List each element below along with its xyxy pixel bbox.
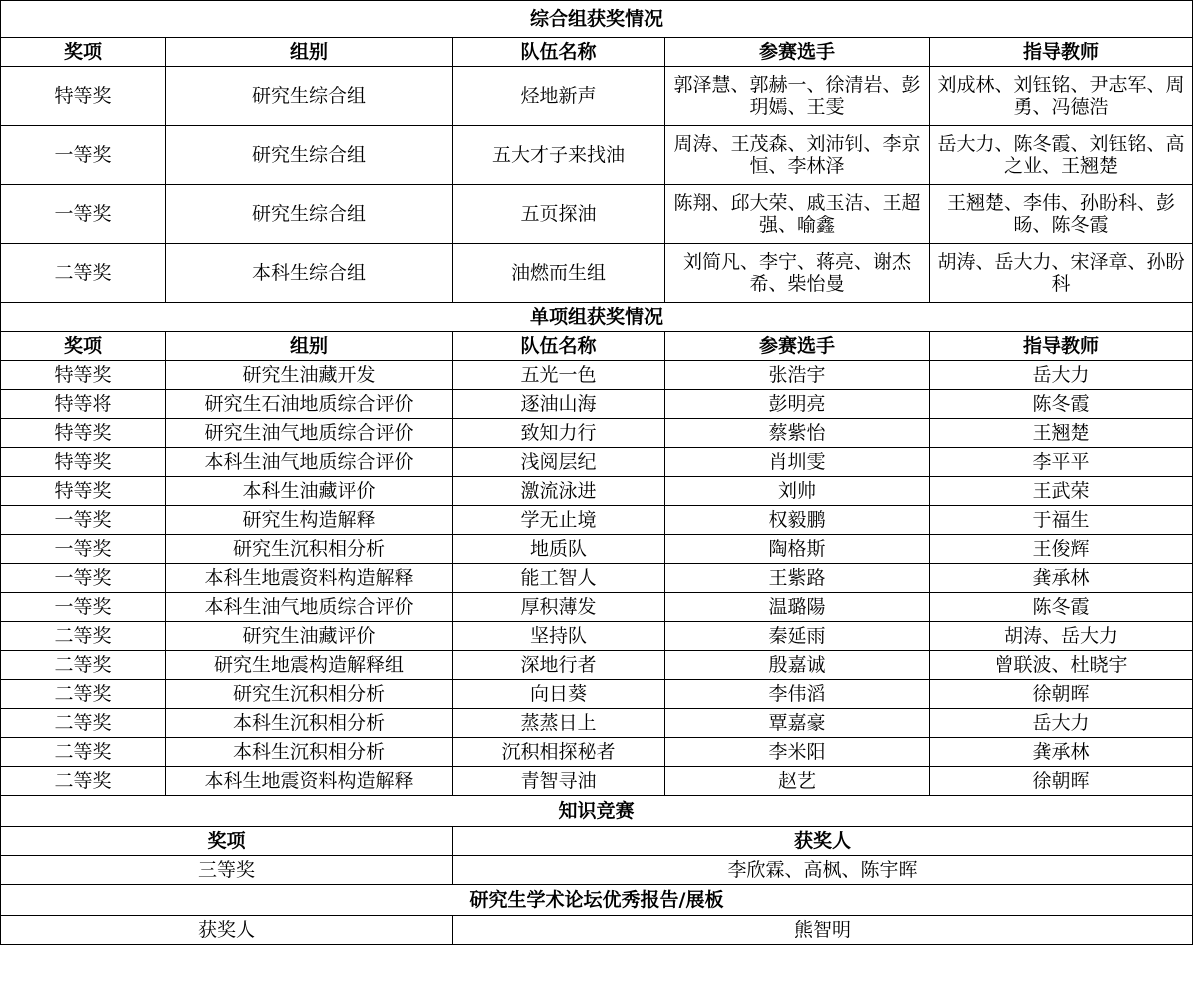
table-row [1,622,1193,651]
team-cell: 能工智人 [453,564,665,593]
team-cell: 激流泳进 [453,477,665,506]
members-cell: 张浩宇 [665,361,930,390]
table-row [1,477,1193,506]
team-cell: 向日葵 [453,680,665,709]
team-cell: 油燃而生组 [453,244,665,303]
members-cell: 周涛、王茂森、刘沛钊、李京恒、李林泽 [665,126,930,185]
team-cell: 青智寻油 [453,767,665,796]
award-cell: 一等奖 [1,593,166,622]
table-row [1,856,1193,885]
group-cell: 研究生石油地质综合评价 [166,390,453,419]
team-cell: 坚持队 [453,622,665,651]
section-title-row [1,1,1193,38]
group-cell: 本科生沉积相分析 [166,738,453,767]
table-row [1,390,1193,419]
advisors-cell: 龚承林 [930,564,1193,593]
table-row [1,680,1193,709]
table-row [1,535,1193,564]
group-cell: 本科生地震资料构造解释 [166,564,453,593]
advisors-cell: 徐朝晖 [930,767,1193,796]
award-cell: 特等将 [1,390,166,419]
advisors-cell: 陈冬霞 [930,593,1193,622]
table-row [1,916,1193,945]
team-cell: 五光一色 [453,361,665,390]
column-header: 参赛选手 [665,332,930,361]
column-header-row [1,38,1193,67]
table-row [1,767,1193,796]
advisors-cell: 胡涛、岳大力 [930,622,1193,651]
advisors-cell: 王俊辉 [930,535,1193,564]
award-cell: 三等奖 [1,856,453,885]
team-cell: 学无止境 [453,506,665,535]
table-row [1,419,1193,448]
advisors-cell: 王武荣 [930,477,1193,506]
column-header: 指导教师 [930,332,1193,361]
table-row [1,506,1193,535]
team-cell: 厚积薄发 [453,593,665,622]
award-cell: 特等奖 [1,448,166,477]
award-cell: 一等奖 [1,506,166,535]
group-cell: 本科生综合组 [166,244,453,303]
members-cell: 彭明亮 [665,390,930,419]
table-row [1,67,1193,126]
advisors-cell: 胡涛、岳大力、宋泽章、孙盼科 [930,244,1193,303]
column-header: 奖项 [1,332,166,361]
members-cell: 殷嘉诚 [665,651,930,680]
members-cell: 李伟滔 [665,680,930,709]
group-cell: 研究生沉积相分析 [166,535,453,564]
section-title: 知识竞赛 [1,796,1193,827]
column-header-row [1,827,1193,856]
group-cell: 研究生油气地质综合评价 [166,419,453,448]
section-title: 单项组获奖情况 [1,303,1193,332]
advisors-cell: 龚承林 [930,738,1193,767]
group-cell: 研究生地震构造解释组 [166,651,453,680]
advisors-cell: 岳大力 [930,709,1193,738]
section-title-row [1,796,1193,827]
members-cell: 覃嘉豪 [665,709,930,738]
advisors-cell: 岳大力 [930,361,1193,390]
winner-label: 获奖人 [1,916,453,945]
members-cell: 肖圳雯 [665,448,930,477]
members-cell: 秦延雨 [665,622,930,651]
group-cell: 研究生油藏评价 [166,622,453,651]
group-cell: 研究生综合组 [166,185,453,244]
section-title: 研究生学术论坛优秀报告/展板 [1,885,1193,916]
group-cell: 本科生油藏评价 [166,477,453,506]
column-header: 参赛选手 [665,38,930,67]
group-cell: 研究生综合组 [166,126,453,185]
group-cell: 研究生沉积相分析 [166,680,453,709]
award-cell: 二等奖 [1,767,166,796]
column-header: 奖项 [1,38,166,67]
award-cell: 一等奖 [1,564,166,593]
group-cell: 本科生油气地质综合评价 [166,593,453,622]
column-header: 队伍名称 [453,332,665,361]
table-row [1,709,1193,738]
group-cell: 本科生沉积相分析 [166,709,453,738]
members-cell: 刘简凡、李宁、蒋亮、谢杰希、柴怡曼 [665,244,930,303]
group-cell: 本科生地震资料构造解释 [166,767,453,796]
advisors-cell: 曾联波、杜晓宇 [930,651,1193,680]
advisors-cell: 徐朝晖 [930,680,1193,709]
group-cell: 研究生综合组 [166,67,453,126]
award-cell: 二等奖 [1,622,166,651]
table-row [1,448,1193,477]
team-cell: 沉积相探秘者 [453,738,665,767]
column-header: 奖项 [1,827,453,856]
members-cell: 赵艺 [665,767,930,796]
members-cell: 王紫路 [665,564,930,593]
table-row [1,593,1193,622]
members-cell: 温璐陽 [665,593,930,622]
table-row [1,361,1193,390]
team-cell: 逐油山海 [453,390,665,419]
table-row [1,738,1193,767]
group-cell: 研究生油藏开发 [166,361,453,390]
table-row [1,126,1193,185]
award-cell: 特等奖 [1,419,166,448]
members-cell: 权毅鹏 [665,506,930,535]
award-cell: 一等奖 [1,185,166,244]
advisors-cell: 陈冬霞 [930,390,1193,419]
winners-cell: 李欣霖、高枫、陈宇晖 [453,856,1193,885]
advisors-cell: 岳大力、陈冬霞、刘钰铭、高之业、王翘楚 [930,126,1193,185]
award-cell: 特等奖 [1,477,166,506]
team-cell: 深地行者 [453,651,665,680]
group-cell: 本科生油气地质综合评价 [166,448,453,477]
column-header: 组别 [166,332,453,361]
team-cell: 地质队 [453,535,665,564]
team-cell: 五大才子来找油 [453,126,665,185]
section-title: 综合组获奖情况 [1,1,1193,38]
table-row [1,185,1193,244]
column-header: 组别 [166,38,453,67]
team-cell: 烃地新声 [453,67,665,126]
column-header: 队伍名称 [453,38,665,67]
award-cell: 一等奖 [1,535,166,564]
members-cell: 李米阳 [665,738,930,767]
table-row [1,564,1193,593]
award-cell: 二等奖 [1,680,166,709]
award-cell: 二等奖 [1,651,166,680]
section-title-row [1,303,1193,332]
team-cell: 浅阅层纪 [453,448,665,477]
column-header: 获奖人 [453,827,1193,856]
advisors-cell: 李平平 [930,448,1193,477]
award-cell: 二等奖 [1,244,166,303]
award-cell: 特等奖 [1,361,166,390]
members-cell: 蔡紫怡 [665,419,930,448]
column-header-row [1,332,1193,361]
award-cell: 一等奖 [1,126,166,185]
group-cell: 研究生构造解释 [166,506,453,535]
members-cell: 陶格斯 [665,535,930,564]
team-cell: 致知力行 [453,419,665,448]
column-header: 指导教师 [930,38,1193,67]
team-cell: 蒸蒸日上 [453,709,665,738]
winner-cell: 熊智明 [453,916,1193,945]
advisors-cell: 刘成林、刘钰铭、尹志军、周勇、冯德浩 [930,67,1193,126]
members-cell: 刘帅 [665,477,930,506]
team-cell: 五页探油 [453,185,665,244]
advisors-cell: 王翘楚、李伟、孙盼科、彭旸、陈冬霞 [930,185,1193,244]
members-cell: 郭泽慧、郭赫一、徐清岩、彭玥嫣、王雯 [665,67,930,126]
table-row [1,244,1193,303]
award-cell: 二等奖 [1,738,166,767]
award-cell: 二等奖 [1,709,166,738]
section-title-row [1,885,1193,916]
table-row [1,651,1193,680]
advisors-cell: 王翘楚 [930,419,1193,448]
award-cell: 特等奖 [1,67,166,126]
members-cell: 陈翔、邱大荣、戚玉洁、王超强、喻鑫 [665,185,930,244]
advisors-cell: 于福生 [930,506,1193,535]
awards-table-body [1,1,1193,945]
